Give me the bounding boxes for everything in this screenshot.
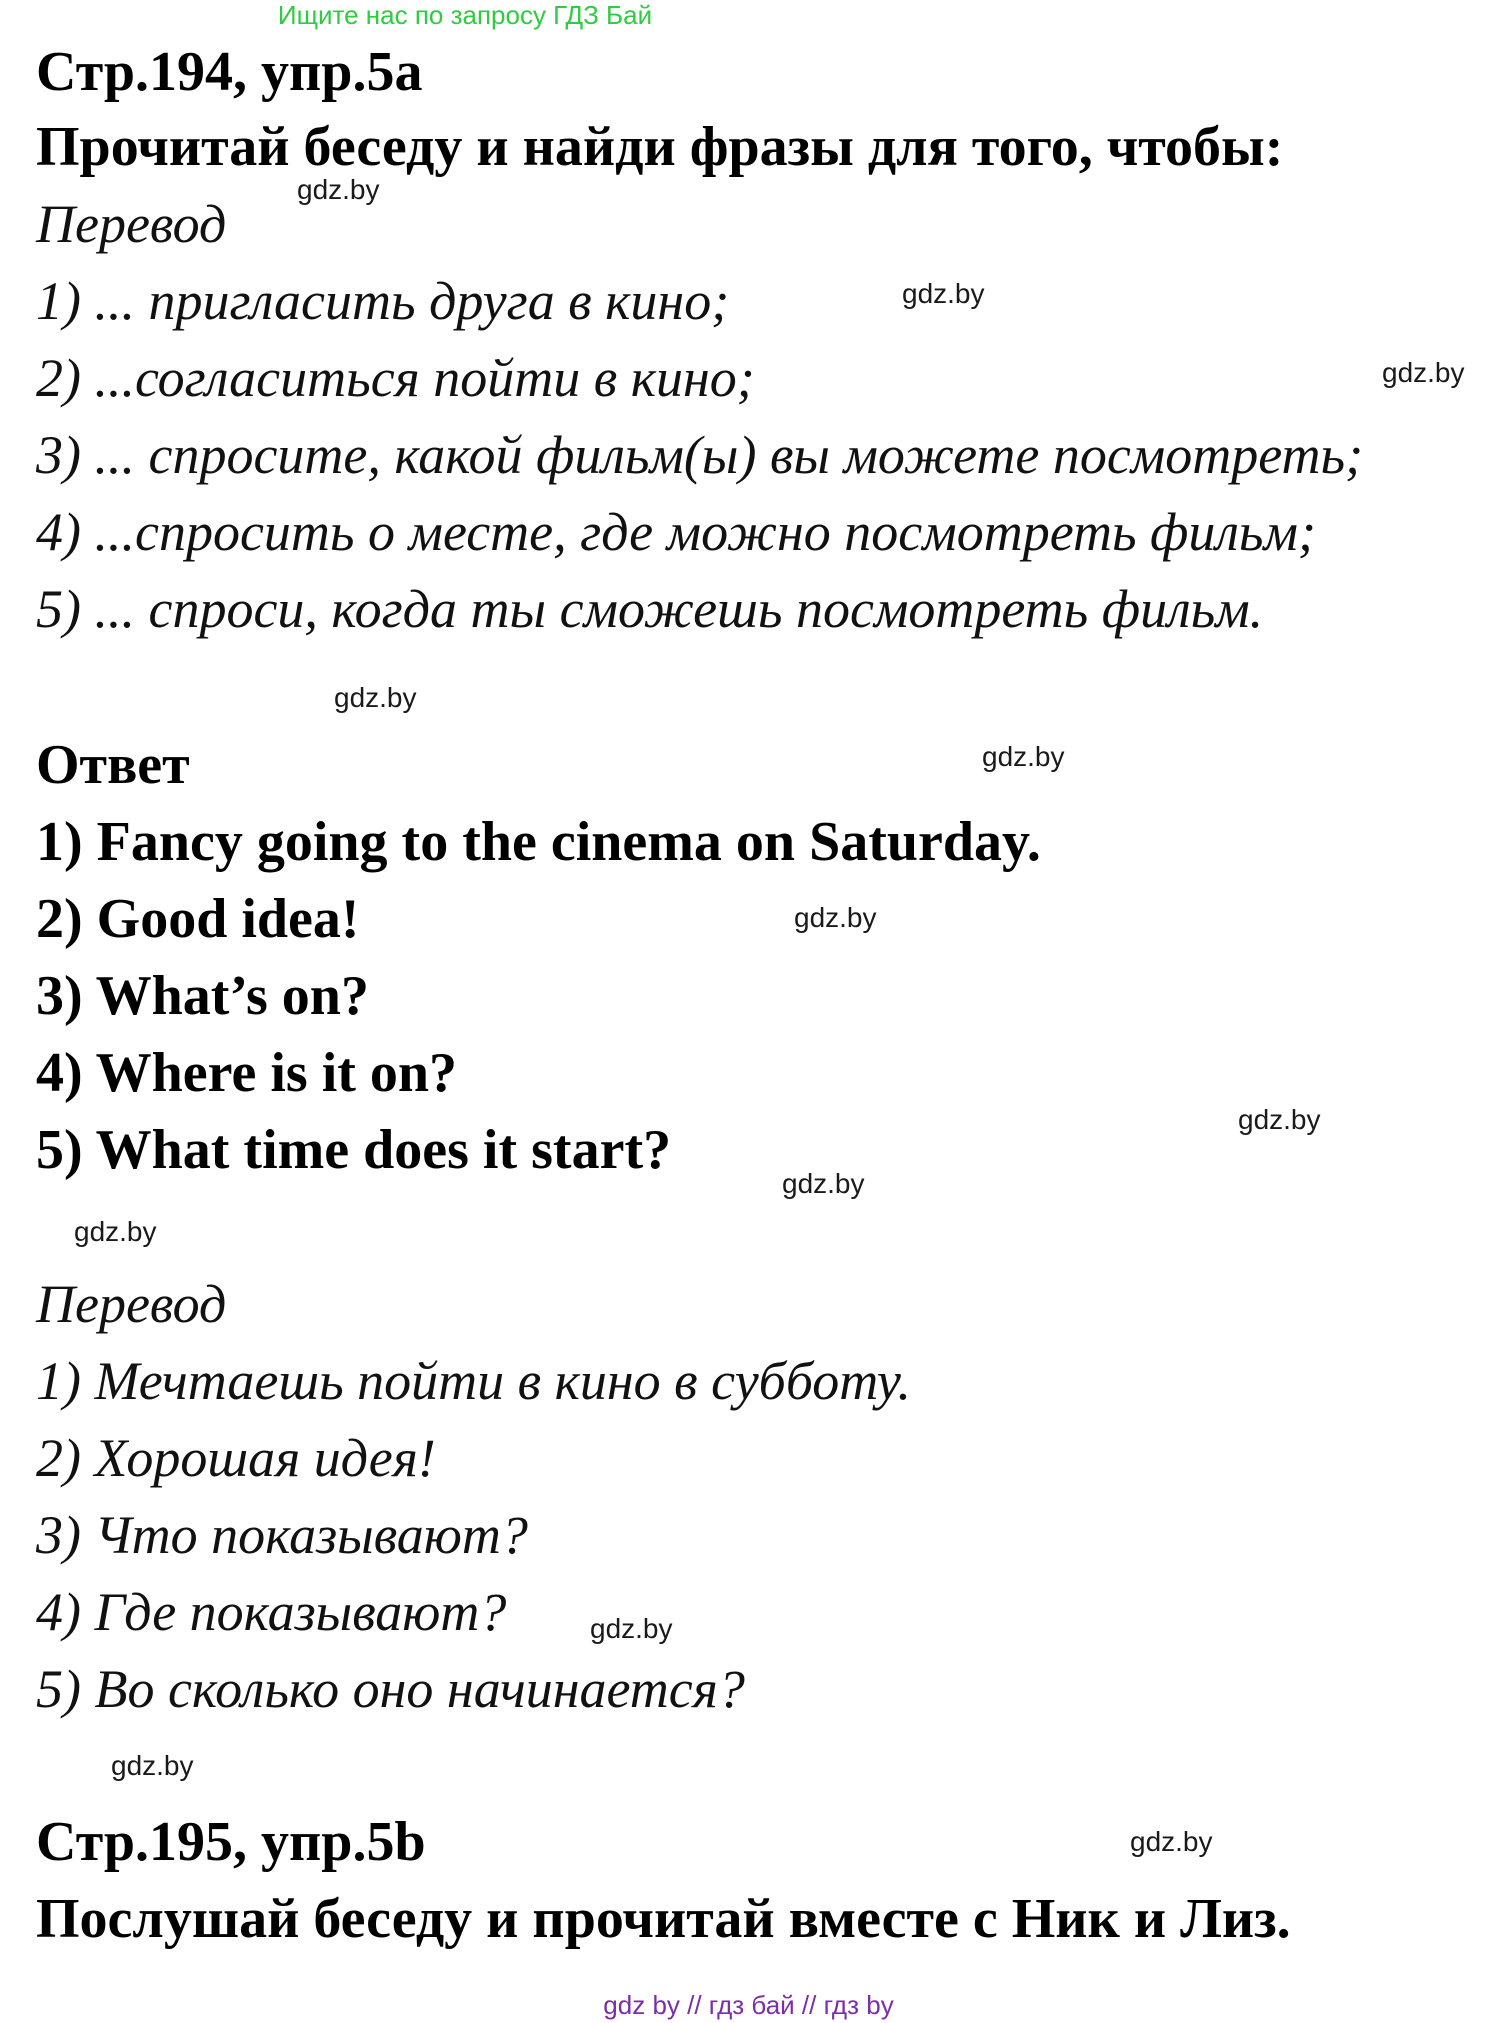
watermark: gdz.by — [334, 682, 417, 713]
task-item-3: 3) ... спросите, какой фильм(ы) вы можете посмотреть; — [36, 425, 1364, 485]
answer-translation-label: Перевод — [36, 1274, 227, 1334]
watermark: gdz.by — [297, 174, 380, 205]
answer-item-5: 5) What time does it start? — [36, 1119, 672, 1181]
answer-item-3: 3) What’s on? — [36, 965, 369, 1027]
top-banner[interactable]: Ищите нас по запросу ГДЗ Бай — [277, 0, 653, 30]
task-item-2: 2) ...согласиться пойти в кино; — [36, 348, 755, 408]
answer-item-1: 1) Fancy going to the cinema on Saturday. — [36, 811, 1041, 873]
watermark: gdz.by — [1382, 357, 1465, 388]
answer-item-4: 4) Where is it on? — [36, 1042, 458, 1104]
watermark: gdz.by — [1238, 1104, 1321, 1135]
watermark: gdz.by — [111, 1750, 194, 1781]
answer-label: Ответ — [36, 734, 190, 796]
task-text-195: Послушай беседу и прочитай вместе с Ник и Лиз. — [36, 1888, 1291, 1950]
answer-item-2: 2) Good idea! — [36, 888, 360, 950]
answer-translation-item-1: 1) Мечтаешь пойти в кино в субботу. — [36, 1351, 911, 1411]
watermark: gdz.by — [590, 1613, 673, 1644]
watermark: gdz.by — [1130, 1826, 1213, 1857]
answer-translation-item-2: 2) Хорошая идея! — [36, 1428, 436, 1488]
answer-translation-item-3: 3) Что показывают? — [36, 1505, 528, 1565]
page-heading-195: Стр.195, упр.5b — [36, 1811, 426, 1873]
watermark: gdz.by — [782, 1168, 865, 1199]
watermark: gdz.by — [982, 741, 1065, 772]
task-item-1: 1) ... пригласить друга в кино; — [36, 271, 730, 331]
task-text-194: Прочитай беседу и найди фразы для того, чтобы: — [36, 116, 1284, 178]
task-item-4: 4) ...спросить о месте, где можно посмотреть фильм; — [36, 502, 1316, 562]
page-heading-194: Стр.194, упр.5а — [36, 41, 423, 103]
answer-translation-item-5: 5) Во сколько оно начинается? — [36, 1659, 745, 1719]
footer-links[interactable]: gdz by // гдз бай // гдз by — [603, 1990, 894, 2020]
translation-label: Перевод — [36, 194, 227, 254]
answer-translation-item-4: 4) Где показывают? — [36, 1582, 507, 1642]
task-item-5: 5) ... спроси, когда ты сможешь посмотреть фильм. — [36, 579, 1264, 639]
watermark: gdz.by — [902, 278, 985, 309]
watermark: gdz.by — [794, 902, 877, 933]
watermark: gdz.by — [74, 1216, 157, 1247]
